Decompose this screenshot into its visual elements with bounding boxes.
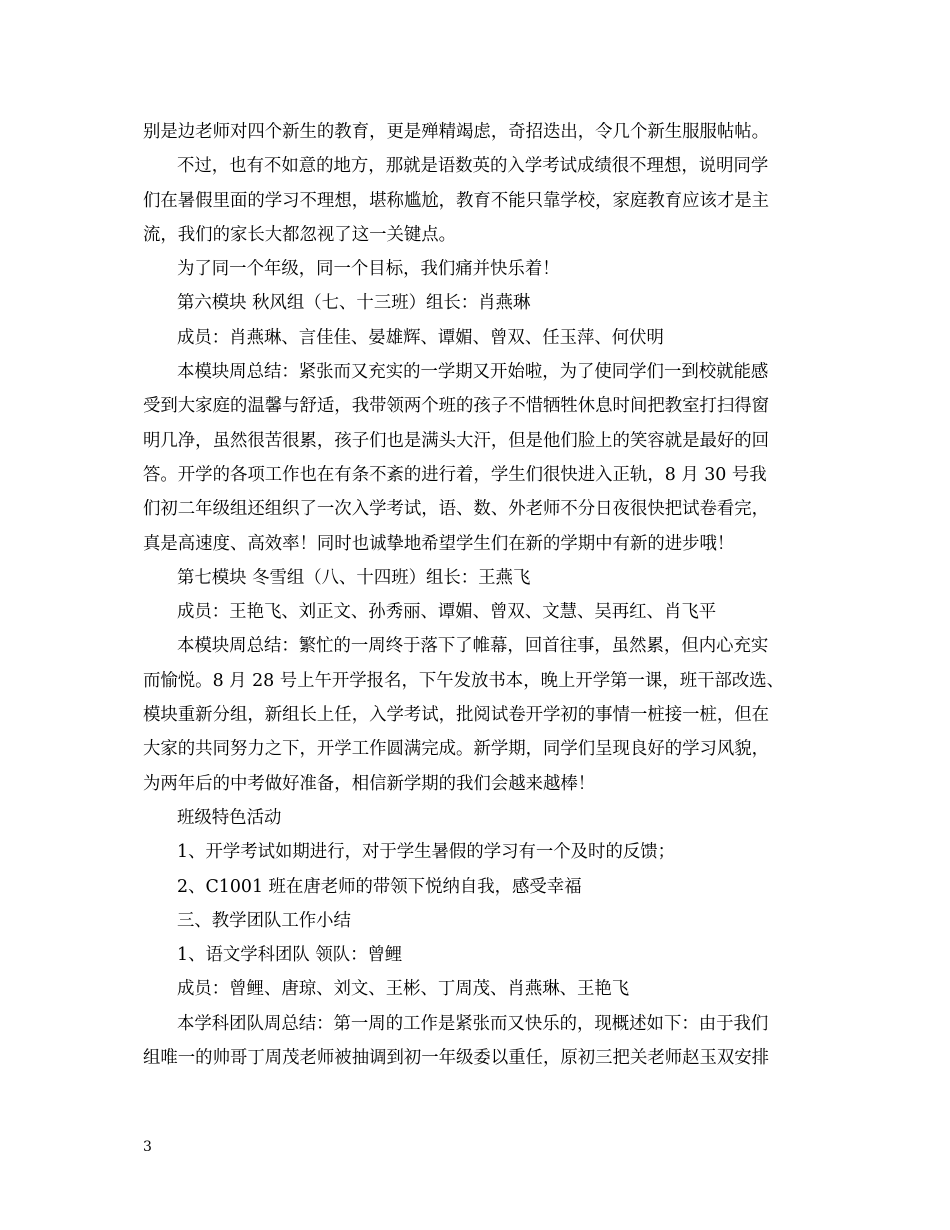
text-line: 受到大家庭的温馨与舒适，我带领两个班的孩子不惜牺牲休息时间把教室打扫得窗 xyxy=(143,396,770,417)
text-line: 为了同一个年级，同一个目标，我们痛并快乐着！ xyxy=(177,259,560,280)
text-line: 真是高速度、高效率！同时也诚挚地希望学生们在新的学期中有新的进步哦！ xyxy=(143,533,735,554)
text-line: 流，我们的家长大都忽视了这一关键点。 xyxy=(143,224,457,245)
list-item: 1、开学考试如期进行，对于学生暑假的学习有一个及时的反馈； xyxy=(177,842,676,863)
text-line: 本模块周总结：紧张而又充实的一学期又开始啦，为了使同学们一到校就能感 xyxy=(177,362,769,383)
members-line: 成员：肖燕琳、言佳佳、晏雄辉、谭媚、曾双、任玉萍、何伏明 xyxy=(177,327,664,348)
section-heading: 三、教学团队工作小结 xyxy=(177,910,351,931)
body-text xyxy=(143,115,823,1075)
text-line: 为两年后的中考做好准备，相信新学期的我们会越来越棒！ xyxy=(143,773,596,794)
text-line: 明几净，虽然很苦很累，孩子们也是满头大汗，但是他们脸上的笑容就是最好的回 xyxy=(143,430,770,451)
text-line: 大家的共同努力之下，开学工作圆满完成。新学期，同学们呈现良好的学习风貌， xyxy=(143,739,770,760)
section-heading: 第七模块 冬雪组（八、十四班）组长：王燕飞 xyxy=(177,567,531,588)
text-line: 而愉悦。8 月 28 号上午开学报名，下午发放书本，晚上开学第一课，班干部改选、 xyxy=(143,670,785,691)
members-line: 成员：王艳飞、刘正文、孙秀丽、谭媚、曾双、文慧、吴再红、肖飞平 xyxy=(177,602,717,623)
text-line: 们在暑假里面的学习不理想，堪称尴尬，教育不能只靠学校，家庭教育应该才是主 xyxy=(143,190,770,211)
subsection-heading: 1、语文学科团队 领队：曾鲤 xyxy=(177,945,403,966)
text-line: 答。开学的各项工作也在有条不紊的进行着，学生们很快进入正轨，8 月 30 号我 xyxy=(143,464,767,485)
page-number: 3 xyxy=(143,1139,152,1155)
text-line: 别是边老师对四个新生的教育，更是殚精竭虑，奇招迭出，令几个新生服服帖帖。 xyxy=(143,122,770,142)
text-line: 不过，也有不如意的地方，那就是语数英的入学考试成绩很不理想，说明同学 xyxy=(177,156,769,177)
list-item: 2、C1001 班在唐老师的带领下悦纳自我，感受幸福 xyxy=(177,876,582,897)
text-line: 本学科团队周总结：第一周的工作是紧张而又快乐的，现概述如下：由于我们 xyxy=(177,1013,769,1034)
text-line: 本模块周总结：繁忙的一周终于落下了帷幕，回首往事，虽然累，但内心充实 xyxy=(177,636,769,657)
section-heading: 第六模块 秋风组（七、十三班）组长：肖燕琳 xyxy=(177,293,531,314)
section-heading: 班级特色活动 xyxy=(177,807,282,828)
members-line: 成员：曾鲤、唐琼、刘文、王彬、丁周茂、肖燕琳、王艳飞 xyxy=(177,979,630,1000)
text-line: 们初二年级组还组织了一次入学考试，语、数、外老师不分日夜很快把试卷看完， xyxy=(143,499,770,520)
text-line: 组唯一的帅哥丁周茂老师被抽调到初一年级委以重任，原初三把关老师赵玉双安排 xyxy=(143,1048,770,1069)
text-line: 模块重新分组，新组长上任，入学考试，批阅试卷开学初的事情一桩接一桩，但在 xyxy=(143,705,770,726)
